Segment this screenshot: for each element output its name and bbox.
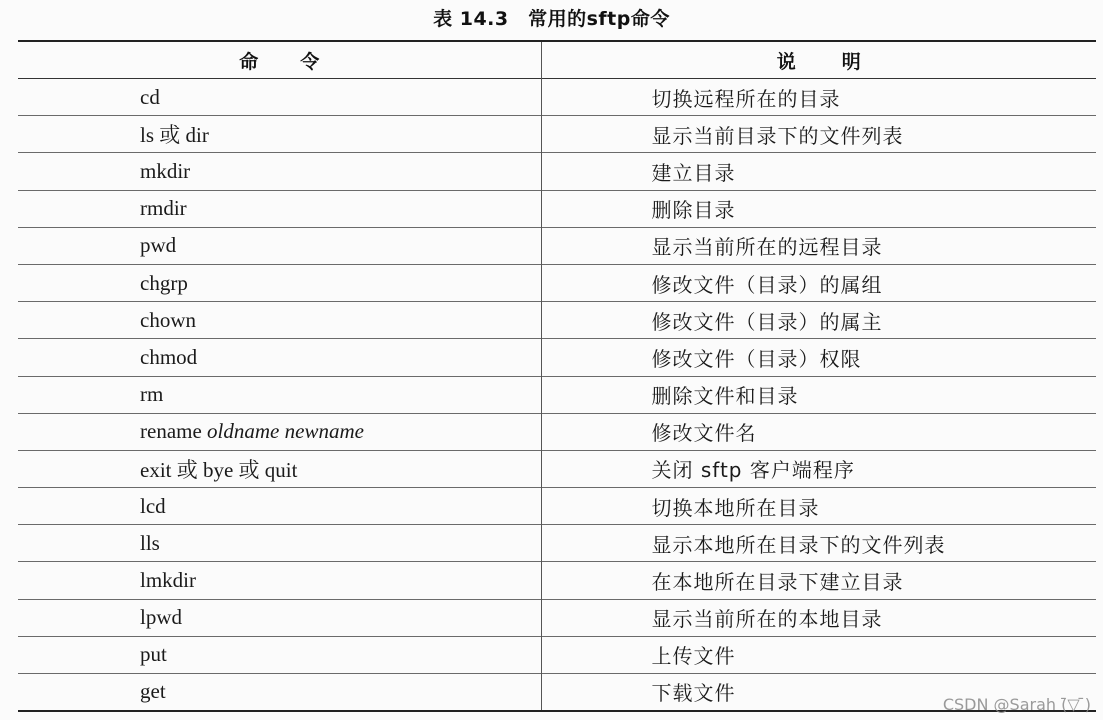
command-cell (18, 450, 541, 487)
description-cell: 上传文件 (651, 644, 736, 669)
command-cell (18, 227, 541, 264)
table-row (18, 376, 1096, 413)
command-cell (18, 190, 541, 227)
table-row (18, 674, 1096, 711)
sftp-command-table (18, 40, 1096, 712)
command-name: rename (140, 419, 202, 444)
table-row (18, 116, 1096, 153)
table-header (18, 41, 1096, 79)
command-cell (18, 413, 541, 450)
table-row (18, 562, 1096, 599)
header-command: 命令 (18, 41, 541, 79)
table-row (18, 525, 1096, 562)
description-cell: 删除文件和目录 (651, 384, 799, 409)
command-name: chgrp (140, 270, 188, 295)
command-cell (18, 674, 541, 711)
command-cell (18, 525, 541, 562)
command-name: exit 或 bye 或 quit (140, 457, 298, 482)
command-name: chown (140, 307, 196, 332)
command-name: get (140, 679, 166, 704)
description-cell: 显示当前所在的本地目录 (651, 607, 883, 632)
table-row (18, 302, 1096, 339)
table-row (18, 190, 1096, 227)
command-arguments: oldname newname (207, 419, 364, 444)
description-cell: 显示本地所在目录下的文件列表 (651, 532, 946, 557)
table-row (18, 339, 1096, 376)
command-cell (18, 302, 541, 339)
table-body (18, 79, 1096, 711)
table-row (18, 79, 1096, 116)
description-cell: 显示当前所在的远程目录 (651, 235, 883, 260)
command-name: lpwd (140, 605, 182, 630)
header-row (18, 41, 1096, 79)
table-row (18, 450, 1096, 487)
command-cell (18, 599, 541, 636)
command-name: pwd (140, 233, 177, 258)
command-cell (18, 636, 541, 673)
command-cell (18, 562, 541, 599)
table-row (18, 264, 1096, 301)
command-cell (18, 153, 541, 190)
command-name: lls (140, 530, 160, 555)
description-cell: 关闭 sftp 客户端程序 (651, 458, 855, 483)
command-name: cd (140, 84, 160, 109)
command-cell (18, 116, 541, 153)
command-cell (18, 264, 541, 301)
table-row (18, 153, 1096, 190)
description-cell: 建立目录 (651, 160, 736, 185)
description-cell: 删除目录 (651, 198, 736, 223)
command-name: chmod (140, 344, 198, 369)
command-name: mkdir (140, 158, 191, 183)
table-row (18, 488, 1096, 525)
command-name: lcd (140, 493, 166, 518)
command-cell (18, 79, 541, 116)
description-cell: 修改文件（目录）的属组 (651, 272, 883, 297)
command-name: put (140, 642, 167, 667)
table-row (18, 227, 1096, 264)
command-name: rm (140, 382, 164, 407)
description-cell: 修改文件名 (651, 421, 757, 446)
watermark: CSDN @Sarah (̄▽ ̄) (942, 695, 1091, 714)
table-row (18, 599, 1096, 636)
table-row (18, 413, 1096, 450)
description-cell: 在本地所在目录下建立目录 (651, 570, 904, 595)
header-description: 说明 (776, 50, 907, 73)
table-row (18, 636, 1096, 673)
command-cell (18, 339, 541, 376)
command-name: lmkdir (140, 568, 196, 593)
command-cell (18, 488, 541, 525)
command-cell (18, 376, 541, 413)
description-cell: 切换远程所在的目录 (651, 86, 841, 111)
description-cell: 显示当前目录下的文件列表 (651, 123, 904, 148)
command-name: rmdir (140, 196, 187, 221)
description-cell: 修改文件（目录）权限 (651, 346, 862, 371)
description-cell: 切换本地所在目录 (651, 495, 820, 520)
description-cell: 修改文件（目录）的属主 (651, 309, 883, 334)
command-name: ls 或 dir (140, 123, 209, 148)
description-cell: 下载文件 (651, 681, 736, 706)
table-caption: 表 14.3 常用的sftp命令 (433, 8, 670, 30)
